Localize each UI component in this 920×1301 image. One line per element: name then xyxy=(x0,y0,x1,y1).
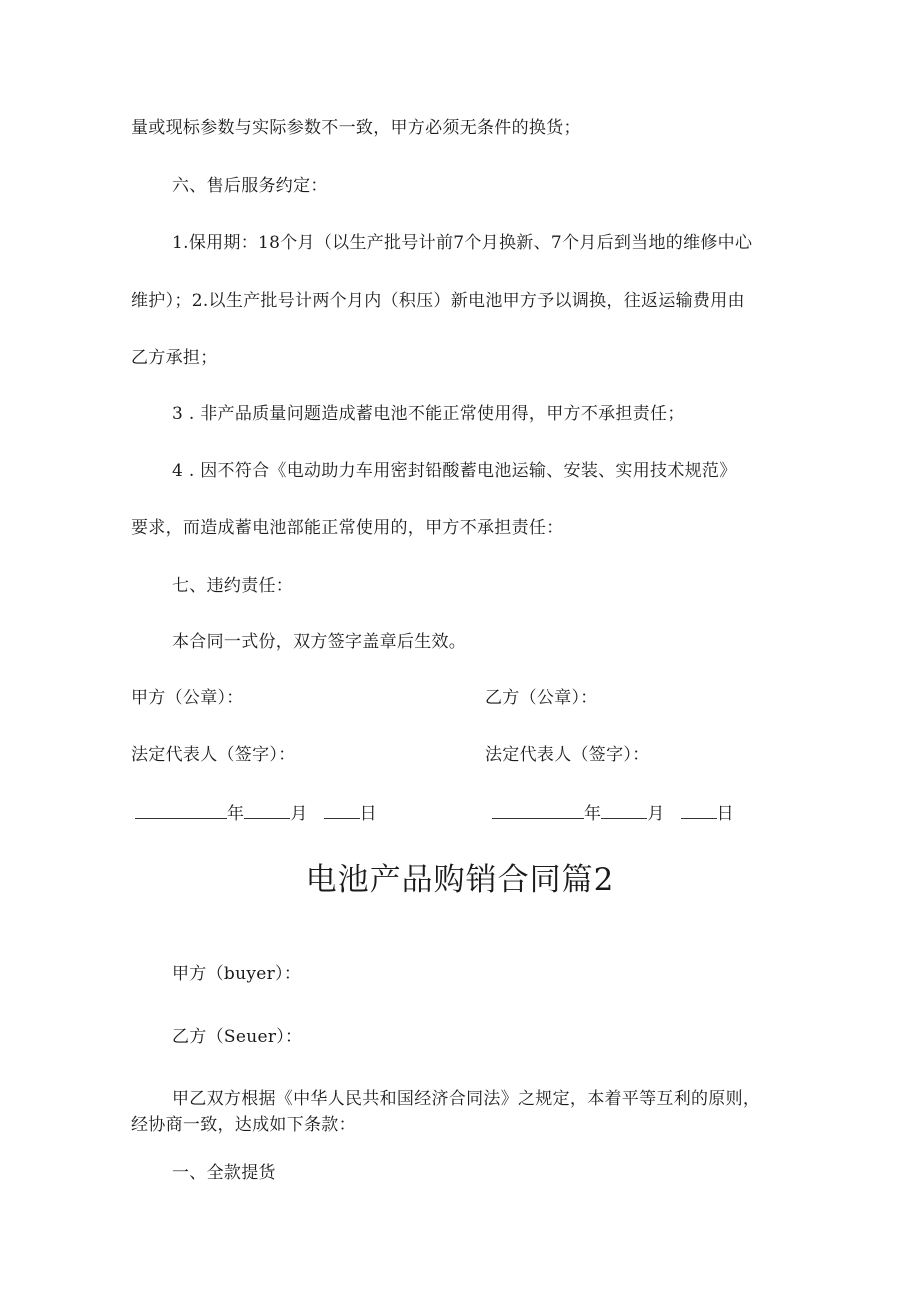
party-b-date-line xyxy=(492,801,734,824)
party-a-date-line xyxy=(135,801,377,824)
party-b-seal-label: 乙方（公章）： xyxy=(485,688,598,708)
section-6-heading: 六、售后服务约定： xyxy=(172,176,328,196)
month-label: 月 xyxy=(290,804,308,824)
year-label: 年 xyxy=(584,804,602,824)
day-label: 日 xyxy=(716,804,734,824)
party-a-seal-label: 甲方（公章）： xyxy=(131,688,244,708)
month-blank xyxy=(601,801,647,819)
party-b-representative-label: 法定代表人（签字）： xyxy=(485,745,650,765)
section-6-item-4-line-2: 要求，而造成蓄电池部能正常使用的，甲方不承担责任： xyxy=(131,518,564,538)
section-1-heading: 一、全款提货 xyxy=(172,1163,276,1183)
intro-line-2: 经协商一致，达成如下条款： xyxy=(131,1115,356,1135)
year-label: 年 xyxy=(227,804,245,824)
section-6-item-1-line-1: 1.保用期：18个月（以生产批号计前7个月换新、7个月后到当地的维修中心 xyxy=(172,233,753,253)
party-a-representative-label: 法定代表人（签字）： xyxy=(131,745,296,765)
year-blank xyxy=(492,801,584,819)
day-blank xyxy=(324,801,360,819)
month-blank xyxy=(244,801,290,819)
contract-2-title: 电池产品购销合同篇2 xyxy=(305,862,615,898)
seller-label: 乙方（Seuer）： xyxy=(172,1027,303,1047)
day-label: 日 xyxy=(359,804,377,824)
section-6-item-1-line-2: 维护）；2.以生产批号计两个月内（积压）新电池甲方予以调换，往返运输费用由 xyxy=(131,291,745,311)
buyer-label: 甲方（buyer）： xyxy=(172,964,302,984)
section-6-item-1-line-3: 乙方承担； xyxy=(131,348,218,368)
year-blank xyxy=(135,801,227,819)
month-label: 月 xyxy=(647,804,665,824)
section-7-heading: 七、违约责任： xyxy=(172,576,294,596)
paragraph-replacement-clause: 量或现标参数与实际参数不一致，甲方必须无条件的换货； xyxy=(131,118,581,138)
effectiveness-clause: 本合同一式份，双方签字盖章后生效。 xyxy=(172,632,467,652)
section-6-item-3: 3 . 非产品质量问题造成蓄电池不能正常使用得，甲方不承担责任； xyxy=(172,404,685,424)
intro-line-1: 甲乙双方根据《中华人民共和国经济合同法》之规定，本着平等互利的原则， xyxy=(172,1089,761,1109)
section-6-item-4-line-1: 4 . 因不符合《电动助力车用密封铅酸蓄电池运输、安装、实用技术规范》 xyxy=(172,461,737,481)
day-blank xyxy=(681,801,717,819)
